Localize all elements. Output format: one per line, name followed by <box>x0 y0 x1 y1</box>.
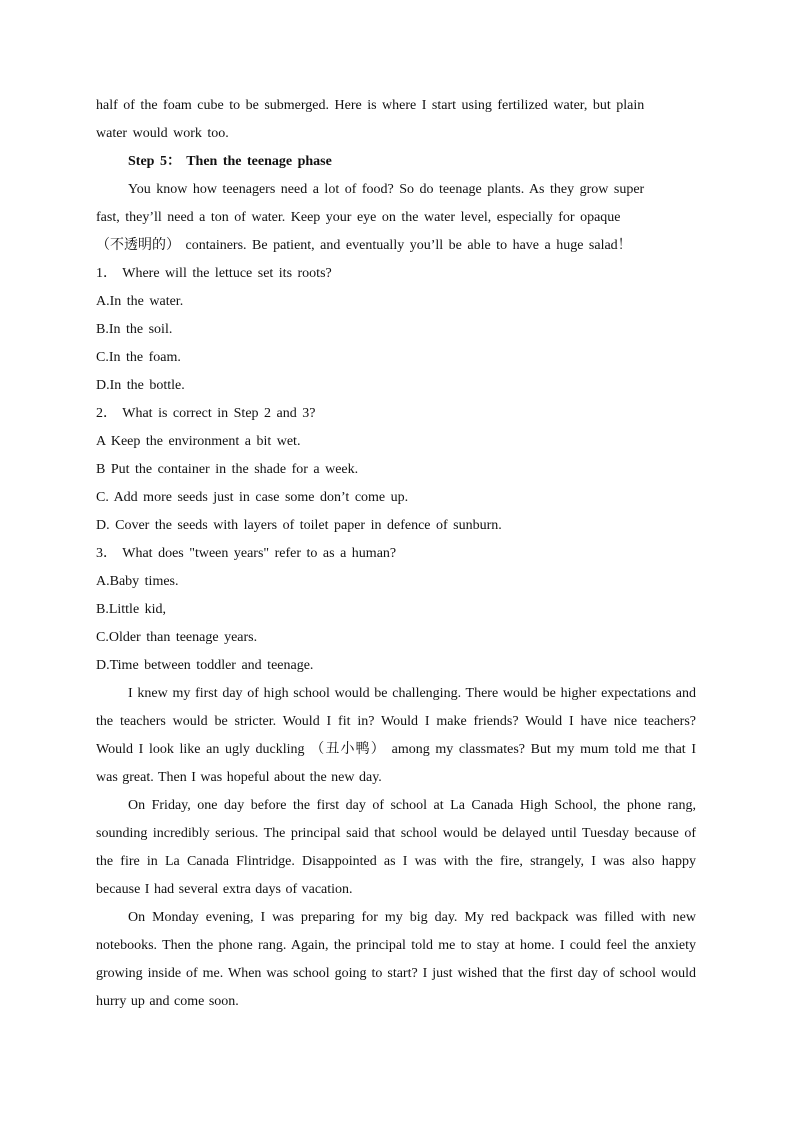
answer-option: B Put the container in the shade for a week. <box>96 462 359 477</box>
answer-option: C.In the foam. <box>96 350 181 365</box>
answer-option: D.In the bottle. <box>96 378 185 393</box>
passage-paragraph: I knew my first day of high school would be challenging. There would be higher expectations and the teachers would be stricter. Would I fit in? Would I make friends? Would I have nice teachers? Would I look like an ugly duckling （丑小鸭） among my classmates? But my mum told me that I was great. Then I was hopeful about the new day. <box>96 686 696 785</box>
answer-option: C.Older than teenage years. <box>96 630 258 645</box>
passage-line: fast, they’ll need a ton of water. Keep your eye on the water level, especially for opaque <box>96 210 621 225</box>
question-3 <box>96 540 696 680</box>
answer-option: D.Time between toddler and teenage. <box>96 658 314 673</box>
passage-line: （不透明的） containers. Be patient, and eventually you’ll be able to have a huge salad！ <box>96 238 632 253</box>
question-stem: 2． What is correct in Step 2 and 3? <box>96 406 316 421</box>
answer-option: A Keep the environment a bit wet. <box>96 434 301 449</box>
passage-line: water would work too. <box>96 126 229 141</box>
question-1 <box>96 260 696 400</box>
passage-line: half of the foam cube to be submerged. Here is where I start using fertilized water, but plain <box>96 98 645 113</box>
passage-line: You know how teenagers need a lot of food? So do teenage plants. As they grow super <box>128 182 645 197</box>
answer-option: D. Cover the seeds with layers of toilet paper in defence of sunburn. <box>96 518 502 533</box>
step-heading: Step 5： Then the teenage phase <box>128 154 332 169</box>
question-stem: 3． What does "tween years" refer to as a human? <box>96 546 397 561</box>
answer-option: B.In the soil. <box>96 322 173 337</box>
page-content <box>96 92 696 1016</box>
answer-option: A.Baby times. <box>96 574 179 589</box>
answer-option: B.Little kid, <box>96 602 167 617</box>
answer-option: C. Add more seeds just in case some don’t come up. <box>96 490 409 505</box>
question-2 <box>96 400 696 540</box>
reading-passage <box>96 680 696 1016</box>
answer-option: A.In the water. <box>96 294 184 309</box>
question-stem: 1． Where will the lettuce set its roots? <box>96 266 332 281</box>
passage-paragraph: On Friday, one day before the first day of school at La Canada High School, the phone rang, sounding incredibly serious. The principal said that school would be delayed until Tuesday because of the fire in La Canada Flintridge. Disappointed as I was with the fire, strangely, I was also happy because I had several extra days of vacation. <box>96 798 696 897</box>
passage-paragraph: On Monday evening, I was preparing for my big day. My red backpack was filled with new notebooks. Then the phone rang. Again, the principal told me to stay at home. I could feel the anxiety growing inside of me. When was school going to start? I just wished that the first day of school would hurry up and come soon. <box>96 910 696 1009</box>
